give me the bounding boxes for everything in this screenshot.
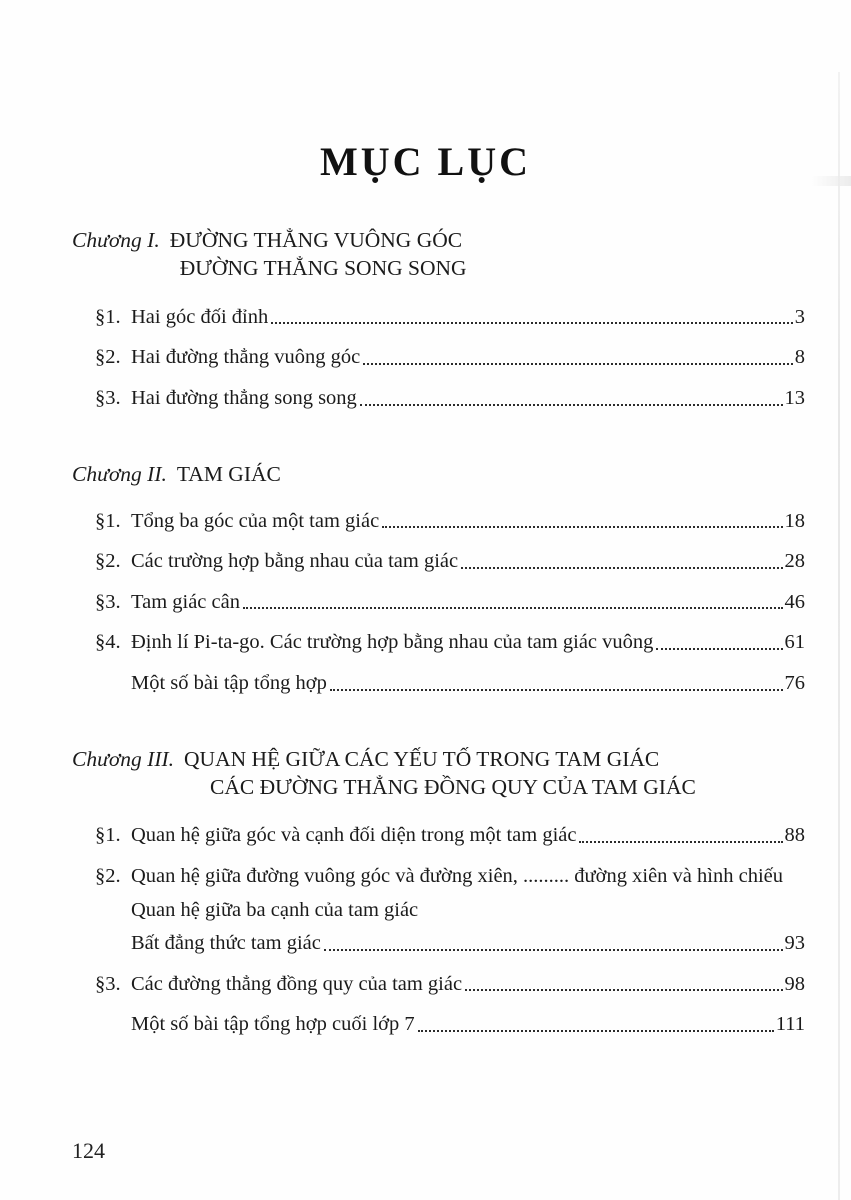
dot-leader (360, 404, 783, 406)
page-number: 124 (72, 1138, 105, 1163)
item-text: Định lí Pi-ta-go. Các trường hợp bằng nhau của tam giác vuông (131, 631, 654, 654)
item-marker: §3. (95, 590, 121, 613)
item-page-number: 3 (794, 305, 805, 328)
item-marker: §3. (95, 387, 121, 410)
toc-item (72, 345, 805, 370)
toc-item (72, 972, 805, 997)
item-text: Quan hệ giữa đường vuông góc và đường xiên, ......... đường xiên và hình chiếu (131, 865, 783, 888)
item-marker: §1. (95, 305, 121, 328)
table-of-contents (72, 227, 805, 1037)
scan-smudge-artifact (811, 176, 851, 186)
toc-item-continuation (72, 931, 805, 956)
toc-item (72, 305, 805, 330)
chapter-label: Chương I. (72, 228, 160, 252)
item-text: Bất đẳng thức tam giác (131, 932, 321, 955)
chapter-title-line: CÁC ĐƯỜNG THẲNG ĐỒNG QUY CỦA TAM GIÁC (210, 774, 696, 799)
item-page-number: 8 (794, 346, 805, 369)
dot-leader (330, 689, 783, 691)
item-text: Các đường thẳng đồng quy của tam giác (131, 972, 463, 995)
chapter-title-line: ĐƯỜNG THẲNG SONG SONG (179, 255, 467, 280)
item-text: Hai góc đối đỉnh (131, 305, 269, 328)
toc-item (72, 630, 805, 655)
item-text: Hai đường thẳng song song (131, 387, 357, 410)
chapter-heading (72, 461, 805, 489)
toc-item (72, 823, 805, 848)
item-text: Các trường hợp bằng nhau của tam giác (131, 550, 459, 573)
dot-leader (271, 322, 793, 324)
item-marker: §1. (95, 824, 121, 847)
dot-leader (579, 841, 782, 843)
item-marker: §4. (95, 631, 121, 654)
dot-leader (656, 648, 782, 650)
dot-leader (418, 1030, 774, 1032)
toc-item (72, 509, 805, 534)
chapter-title (184, 746, 696, 802)
item-text: Tổng ba góc của một tam giác (131, 509, 380, 532)
toc-item (72, 549, 805, 574)
chapter-title (177, 461, 281, 489)
item-page-number: 88 (784, 824, 805, 847)
item-marker: §3. (95, 972, 121, 995)
chapter-title (170, 227, 467, 283)
item-text: Tam giác cân (131, 590, 240, 613)
item-page-number: 76 (784, 671, 805, 694)
dot-leader (243, 607, 783, 609)
item-text: Một số bài tập tổng hợp (131, 671, 327, 694)
item-page-number: 46 (784, 590, 805, 613)
item-marker: §1. (95, 509, 121, 532)
chapter-heading (72, 746, 805, 802)
item-text: Một số bài tập tổng hợp cuối lớp 7 (131, 1013, 415, 1036)
dot-leader (363, 363, 793, 365)
scan-edge-artifact (838, 72, 840, 1200)
chapter-label: Chương II. (72, 461, 167, 486)
dot-leader (324, 949, 783, 951)
item-marker: §2. (95, 550, 121, 573)
item-page-number: 111 (775, 1013, 805, 1036)
toc-item (72, 590, 805, 615)
chapter-title-line: QUAN HỆ GIỮA CÁC YẾU TỐ TRONG TAM GIÁC (184, 746, 660, 771)
dot-leader (461, 567, 782, 569)
item-page-number: 13 (784, 387, 805, 410)
dot-leader (382, 526, 782, 528)
toc-item (72, 386, 805, 411)
toc-item-continuation (72, 898, 805, 923)
page-title: MỤC LỤC (320, 139, 531, 184)
chapter-heading (72, 227, 805, 283)
chapter-label: Chương III. (72, 746, 175, 771)
item-text: Quan hệ giữa ba cạnh của tam giác (131, 898, 419, 921)
item-page-number: 28 (784, 550, 805, 573)
item-page-number: 93 (784, 932, 805, 955)
item-text: Hai đường thẳng vuông góc (131, 346, 361, 369)
dot-leader (465, 989, 782, 991)
item-page-number: 98 (784, 972, 805, 995)
toc-item (72, 1012, 805, 1037)
item-text: Quan hệ giữa góc và cạnh đối diện trong một tam giác (131, 824, 577, 847)
item-page-number: 61 (784, 631, 805, 654)
toc-item (72, 671, 805, 696)
chapter-title-line: ĐƯỜNG THẲNG VUÔNG GÓC (169, 228, 463, 252)
item-marker: §2. (95, 865, 121, 888)
item-page-number: 18 (784, 509, 805, 532)
chapter-title-line: TAM GIÁC (176, 461, 281, 486)
item-marker: §2. (95, 346, 121, 369)
toc-item (72, 864, 805, 889)
